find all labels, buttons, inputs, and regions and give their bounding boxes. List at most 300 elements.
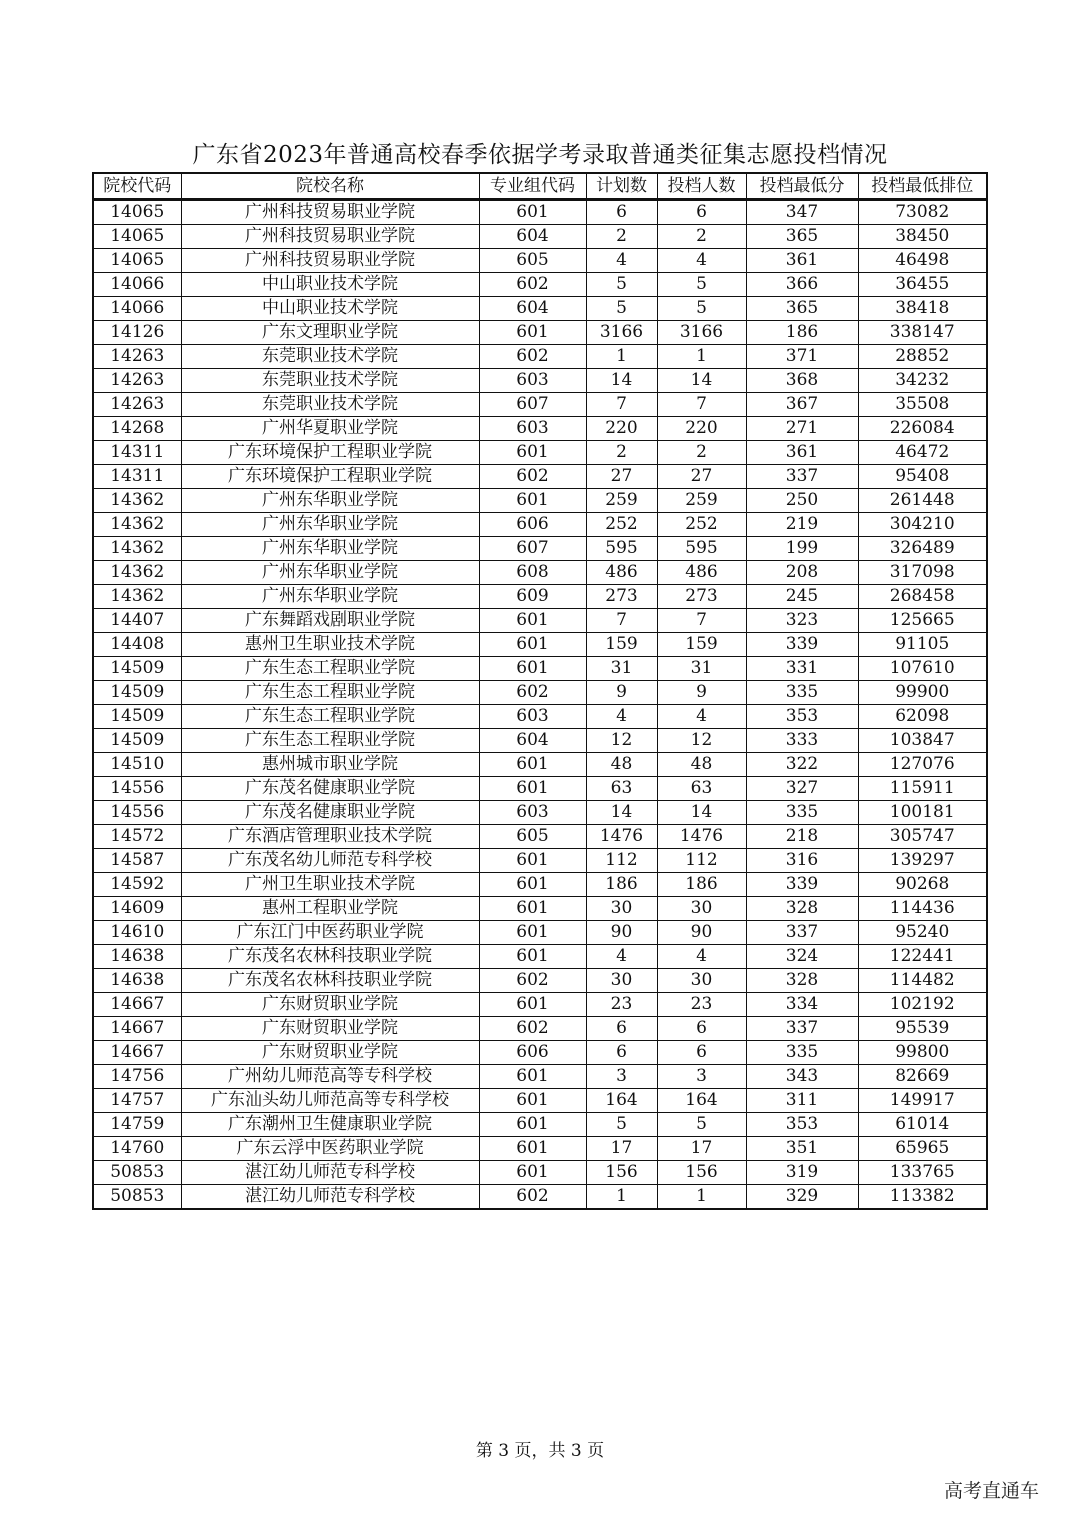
- table-cell: 601: [479, 441, 586, 465]
- table-cell: 316: [746, 849, 858, 873]
- table-row: [93, 1017, 987, 1041]
- table-cell: 14263: [93, 393, 181, 417]
- table-cell: 14126: [93, 321, 181, 345]
- table-cell: 广东云浮中医药职业学院: [181, 1137, 479, 1161]
- table-cell: 486: [657, 561, 746, 585]
- table-row: [93, 609, 987, 633]
- table-cell: 14311: [93, 441, 181, 465]
- table-cell: 广东酒店管理职业技术学院: [181, 825, 479, 849]
- table-cell: 186: [746, 321, 858, 345]
- table-cell: 50853: [93, 1161, 181, 1185]
- table-cell: 广州东华职业学院: [181, 513, 479, 537]
- table-cell: 14509: [93, 705, 181, 729]
- table-cell: 337: [746, 921, 858, 945]
- table-row: [93, 417, 987, 441]
- table-cell: 14263: [93, 369, 181, 393]
- table-cell: 252: [657, 513, 746, 537]
- table-row: [93, 945, 987, 969]
- table-row: [93, 273, 987, 297]
- table-cell: 347: [746, 200, 858, 225]
- table-cell: 329: [746, 1185, 858, 1210]
- table-cell: 99800: [858, 1041, 987, 1065]
- table-header-row: [93, 173, 987, 200]
- table-cell: 2: [586, 225, 657, 249]
- table-cell: 9: [657, 681, 746, 705]
- table-cell: 595: [586, 537, 657, 561]
- table-cell: 27: [586, 465, 657, 489]
- table-cell: 259: [657, 489, 746, 513]
- table-cell: 23: [586, 993, 657, 1017]
- table-cell: 1476: [657, 825, 746, 849]
- table-cell: 601: [479, 897, 586, 921]
- table-cell: 601: [479, 921, 586, 945]
- table-cell: 335: [746, 1041, 858, 1065]
- table-cell: 605: [479, 825, 586, 849]
- table-cell: 31: [586, 657, 657, 681]
- table-cell: 149917: [858, 1089, 987, 1113]
- table-row: [93, 681, 987, 705]
- table-row: [93, 729, 987, 753]
- table-cell: 惠州卫生职业技术学院: [181, 633, 479, 657]
- table-cell: 339: [746, 633, 858, 657]
- table-cell: 14592: [93, 873, 181, 897]
- table-cell: 324: [746, 945, 858, 969]
- table-row: [93, 345, 987, 369]
- table-row: [93, 1113, 987, 1137]
- table-cell: 48: [586, 753, 657, 777]
- table-cell: 广东生态工程职业学院: [181, 681, 479, 705]
- table-cell: 259: [586, 489, 657, 513]
- table-cell: 125665: [858, 609, 987, 633]
- table-cell: 广东环境保护工程职业学院: [181, 441, 479, 465]
- table-cell: 366: [746, 273, 858, 297]
- table-cell: 14065: [93, 249, 181, 273]
- table-cell: 361: [746, 249, 858, 273]
- table-cell: 14610: [93, 921, 181, 945]
- table-cell: 353: [746, 705, 858, 729]
- table-cell: 14509: [93, 729, 181, 753]
- table-cell: 604: [479, 297, 586, 321]
- table-row: [93, 585, 987, 609]
- table-cell: 353: [746, 1113, 858, 1137]
- table-cell: 208: [746, 561, 858, 585]
- table-cell: 4: [586, 945, 657, 969]
- table-cell: 273: [586, 585, 657, 609]
- table-cell: 1: [586, 1185, 657, 1210]
- table-cell: 95408: [858, 465, 987, 489]
- table-cell: 2: [657, 441, 746, 465]
- table-cell: 334: [746, 993, 858, 1017]
- table-row: [93, 441, 987, 465]
- table-cell: 14760: [93, 1137, 181, 1161]
- table-cell: 3: [586, 1065, 657, 1089]
- table-row: [93, 969, 987, 993]
- table-cell: 广东茂名健康职业学院: [181, 777, 479, 801]
- table-cell: 326489: [858, 537, 987, 561]
- table-cell: 14638: [93, 945, 181, 969]
- brand-watermark: 高考直通车: [944, 1480, 1040, 1502]
- table-cell: 606: [479, 1041, 586, 1065]
- table-cell: 广州幼儿师范高等专科学校: [181, 1065, 479, 1089]
- table-cell: 311: [746, 1089, 858, 1113]
- table-cell: 38450: [858, 225, 987, 249]
- table-cell: 3166: [586, 321, 657, 345]
- table-cell: 606: [479, 513, 586, 537]
- table-cell: 17: [657, 1137, 746, 1161]
- table-cell: 601: [479, 321, 586, 345]
- table-cell: 602: [479, 465, 586, 489]
- table-cell: 305747: [858, 825, 987, 849]
- admission-table: [92, 172, 988, 1210]
- table-row: [93, 1185, 987, 1210]
- table-cell: 602: [479, 681, 586, 705]
- table-cell: 湛江幼儿师范专科学校: [181, 1161, 479, 1185]
- table-cell: 14509: [93, 657, 181, 681]
- table-cell: 139297: [858, 849, 987, 873]
- table-cell: 14638: [93, 969, 181, 993]
- column-header: 院校代码: [93, 173, 181, 200]
- table-cell: 601: [479, 873, 586, 897]
- table-cell: 604: [479, 225, 586, 249]
- table-cell: 14362: [93, 489, 181, 513]
- table-cell: 14587: [93, 849, 181, 873]
- table-cell: 50853: [93, 1185, 181, 1210]
- table-cell: 14066: [93, 273, 181, 297]
- table-cell: 广州东华职业学院: [181, 561, 479, 585]
- table-cell: 广州东华职业学院: [181, 489, 479, 513]
- table-cell: 103847: [858, 729, 987, 753]
- table-cell: 7: [586, 609, 657, 633]
- table-cell: 608: [479, 561, 586, 585]
- table-cell: 90: [657, 921, 746, 945]
- table-cell: 广东财贸职业学院: [181, 993, 479, 1017]
- table-cell: 156: [657, 1161, 746, 1185]
- table-cell: 14362: [93, 513, 181, 537]
- table-cell: 95240: [858, 921, 987, 945]
- table-row: [93, 777, 987, 801]
- table-cell: 609: [479, 585, 586, 609]
- table-cell: 14311: [93, 465, 181, 489]
- table-cell: 14407: [93, 609, 181, 633]
- table-cell: 广东财贸职业学院: [181, 1017, 479, 1041]
- table-cell: 100181: [858, 801, 987, 825]
- table-cell: 601: [479, 200, 586, 225]
- table-row: [93, 393, 987, 417]
- table-cell: 46472: [858, 441, 987, 465]
- table-row: [93, 465, 987, 489]
- table-row: [93, 513, 987, 537]
- table-cell: 333: [746, 729, 858, 753]
- table-cell: 114436: [858, 897, 987, 921]
- table-cell: 73082: [858, 200, 987, 225]
- table-cell: 220: [657, 417, 746, 441]
- table-row: [93, 249, 987, 273]
- table-cell: 164: [657, 1089, 746, 1113]
- table-cell: 6: [657, 200, 746, 225]
- table-cell: 327: [746, 777, 858, 801]
- table-cell: 601: [479, 609, 586, 633]
- table-cell: 343: [746, 1065, 858, 1089]
- table-cell: 广东茂名幼儿师范专科学校: [181, 849, 479, 873]
- table-cell: 23: [657, 993, 746, 1017]
- table-cell: 14756: [93, 1065, 181, 1089]
- table-cell: 112: [586, 849, 657, 873]
- table-cell: 17: [586, 1137, 657, 1161]
- table-cell: 601: [479, 489, 586, 513]
- table-cell: 218: [746, 825, 858, 849]
- document-title: 广东省2023年普通高校春季依据学考录取普通类征集志愿投档情况: [192, 142, 888, 168]
- table-cell: 14572: [93, 825, 181, 849]
- table-cell: 14263: [93, 345, 181, 369]
- table-cell: 91105: [858, 633, 987, 657]
- table-cell: 367: [746, 393, 858, 417]
- table-cell: 95539: [858, 1017, 987, 1041]
- table-cell: 惠州工程职业学院: [181, 897, 479, 921]
- table-cell: 159: [657, 633, 746, 657]
- table-cell: 156: [586, 1161, 657, 1185]
- table-cell: 1: [657, 1185, 746, 1210]
- table-cell: 605: [479, 249, 586, 273]
- table-cell: 14362: [93, 585, 181, 609]
- table-cell: 601: [479, 1089, 586, 1113]
- table-cell: 252: [586, 513, 657, 537]
- table-row: [93, 873, 987, 897]
- table-cell: 602: [479, 345, 586, 369]
- table-cell: 607: [479, 537, 586, 561]
- table-cell: 广东生态工程职业学院: [181, 705, 479, 729]
- table-cell: 46498: [858, 249, 987, 273]
- table-cell: 广东财贸职业学院: [181, 1041, 479, 1065]
- table-cell: 湛江幼儿师范专科学校: [181, 1185, 479, 1210]
- table-cell: 114482: [858, 969, 987, 993]
- table-cell: 14268: [93, 417, 181, 441]
- table-cell: 14556: [93, 801, 181, 825]
- table-cell: 601: [479, 1113, 586, 1137]
- table-row: [93, 633, 987, 657]
- table-cell: 广东江门中医药职业学院: [181, 921, 479, 945]
- table-cell: 601: [479, 657, 586, 681]
- table-cell: 7: [657, 609, 746, 633]
- table-cell: 273: [657, 585, 746, 609]
- table-cell: 14510: [93, 753, 181, 777]
- table-cell: 7: [586, 393, 657, 417]
- table-cell: 东莞职业技术学院: [181, 393, 479, 417]
- table-row: [93, 561, 987, 585]
- table-cell: 14759: [93, 1113, 181, 1137]
- table-cell: 601: [479, 633, 586, 657]
- table-cell: 159: [586, 633, 657, 657]
- table-cell: 广州东华职业学院: [181, 585, 479, 609]
- table-cell: 351: [746, 1137, 858, 1161]
- table-row: [93, 849, 987, 873]
- column-header: 投档最低排位: [858, 173, 987, 200]
- table-cell: 601: [479, 1161, 586, 1185]
- table-cell: 2: [586, 441, 657, 465]
- table-cell: 335: [746, 801, 858, 825]
- table-cell: 304210: [858, 513, 987, 537]
- table-cell: 261448: [858, 489, 987, 513]
- column-header: 院校名称: [181, 173, 479, 200]
- table-cell: 12: [657, 729, 746, 753]
- table-cell: 1: [586, 345, 657, 369]
- table-cell: 186: [586, 873, 657, 897]
- table-cell: 14066: [93, 297, 181, 321]
- table-row: [93, 921, 987, 945]
- table-cell: 48: [657, 753, 746, 777]
- table-cell: 601: [479, 777, 586, 801]
- table-cell: 3166: [657, 321, 746, 345]
- table-cell: 602: [479, 1017, 586, 1041]
- table-cell: 2: [657, 225, 746, 249]
- table-row: [93, 657, 987, 681]
- table-row: [93, 1161, 987, 1185]
- table-cell: 601: [479, 753, 586, 777]
- table-cell: 1: [657, 345, 746, 369]
- table-cell: 7: [657, 393, 746, 417]
- table-cell: 6: [586, 1017, 657, 1041]
- table-cell: 6: [586, 1041, 657, 1065]
- table-cell: 99900: [858, 681, 987, 705]
- table-cell: 30: [586, 969, 657, 993]
- table-cell: 6: [657, 1017, 746, 1041]
- table-cell: 603: [479, 705, 586, 729]
- table-row: [93, 993, 987, 1017]
- table-cell: 广东茂名农林科技职业学院: [181, 969, 479, 993]
- table-cell: 广州科技贸易职业学院: [181, 225, 479, 249]
- table-cell: 1476: [586, 825, 657, 849]
- table-cell: 601: [479, 993, 586, 1017]
- table-cell: 337: [746, 465, 858, 489]
- table-cell: 广州华夏职业学院: [181, 417, 479, 441]
- table-row: [93, 321, 987, 345]
- table-cell: 331: [746, 657, 858, 681]
- table-cell: 602: [479, 1185, 586, 1210]
- table-cell: 38418: [858, 297, 987, 321]
- table-cell: 365: [746, 297, 858, 321]
- table-cell: 12: [586, 729, 657, 753]
- table-cell: 226084: [858, 417, 987, 441]
- table-cell: 220: [586, 417, 657, 441]
- table-row: [93, 225, 987, 249]
- table-cell: 14: [657, 369, 746, 393]
- table-cell: 603: [479, 417, 586, 441]
- column-header: 专业组代码: [479, 173, 586, 200]
- table-cell: 14: [657, 801, 746, 825]
- table-cell: 中山职业技术学院: [181, 297, 479, 321]
- table-row: [93, 705, 987, 729]
- table-row: [93, 200, 987, 225]
- table-cell: 219: [746, 513, 858, 537]
- table-row: [93, 801, 987, 825]
- table-cell: 27: [657, 465, 746, 489]
- table-cell: 广东生态工程职业学院: [181, 657, 479, 681]
- table-cell: 601: [479, 1137, 586, 1161]
- table-row: [93, 825, 987, 849]
- table-cell: 5: [586, 1113, 657, 1137]
- table-cell: 广东茂名农林科技职业学院: [181, 945, 479, 969]
- table-cell: 595: [657, 537, 746, 561]
- table-cell: 9: [586, 681, 657, 705]
- table-cell: 4: [586, 249, 657, 273]
- table-cell: 广州科技贸易职业学院: [181, 200, 479, 225]
- table-cell: 14667: [93, 1041, 181, 1065]
- table-cell: 113382: [858, 1185, 987, 1210]
- table-row: [93, 897, 987, 921]
- table-cell: 东莞职业技术学院: [181, 345, 479, 369]
- page-number: 第 3 页，共 3 页: [475, 1441, 605, 1461]
- table-cell: 365: [746, 225, 858, 249]
- table-cell: 6: [586, 200, 657, 225]
- table-cell: 82669: [858, 1065, 987, 1089]
- table-row: [93, 1041, 987, 1065]
- table-cell: 250: [746, 489, 858, 513]
- table-cell: 328: [746, 897, 858, 921]
- table-cell: 607: [479, 393, 586, 417]
- table-cell: 14065: [93, 225, 181, 249]
- table-cell: 14: [586, 369, 657, 393]
- column-header: 投档最低分: [746, 173, 858, 200]
- table-cell: 323: [746, 609, 858, 633]
- table-cell: 601: [479, 945, 586, 969]
- table-cell: 广州东华职业学院: [181, 537, 479, 561]
- table-cell: 186: [657, 873, 746, 897]
- table-cell: 广东茂名健康职业学院: [181, 801, 479, 825]
- table-cell: 4: [657, 945, 746, 969]
- column-header: 投档人数: [657, 173, 746, 200]
- table-cell: 338147: [858, 321, 987, 345]
- table-cell: 广东生态工程职业学院: [181, 729, 479, 753]
- table-cell: 14509: [93, 681, 181, 705]
- table-cell: 133765: [858, 1161, 987, 1185]
- table-cell: 90268: [858, 873, 987, 897]
- table-cell: 广东文理职业学院: [181, 321, 479, 345]
- table-cell: 127076: [858, 753, 987, 777]
- table-row: [93, 537, 987, 561]
- table-cell: 35508: [858, 393, 987, 417]
- table-cell: 601: [479, 849, 586, 873]
- table-cell: 5: [586, 297, 657, 321]
- table-cell: 199: [746, 537, 858, 561]
- table-cell: 14362: [93, 537, 181, 561]
- table-cell: 361: [746, 441, 858, 465]
- table-cell: 164: [586, 1089, 657, 1113]
- table-cell: 36455: [858, 273, 987, 297]
- table-cell: 3: [657, 1065, 746, 1089]
- table-cell: 广东汕头幼儿师范高等专科学校: [181, 1089, 479, 1113]
- table-cell: 28852: [858, 345, 987, 369]
- table-row: [93, 297, 987, 321]
- table-cell: 368: [746, 369, 858, 393]
- table-cell: 602: [479, 273, 586, 297]
- table-cell: 中山职业技术学院: [181, 273, 479, 297]
- column-header: 计划数: [586, 173, 657, 200]
- table-cell: 65965: [858, 1137, 987, 1161]
- table-cell: 335: [746, 681, 858, 705]
- table-cell: 107610: [858, 657, 987, 681]
- table-cell: 5: [586, 273, 657, 297]
- table-cell: 328: [746, 969, 858, 993]
- table-cell: 317098: [858, 561, 987, 585]
- table-cell: 4: [657, 249, 746, 273]
- table-cell: 14609: [93, 897, 181, 921]
- table-row: [93, 369, 987, 393]
- table-cell: 30: [657, 897, 746, 921]
- table-cell: 14667: [93, 1017, 181, 1041]
- table-cell: 34232: [858, 369, 987, 393]
- table-cell: 4: [586, 705, 657, 729]
- table-cell: 601: [479, 1065, 586, 1089]
- table-cell: 271: [746, 417, 858, 441]
